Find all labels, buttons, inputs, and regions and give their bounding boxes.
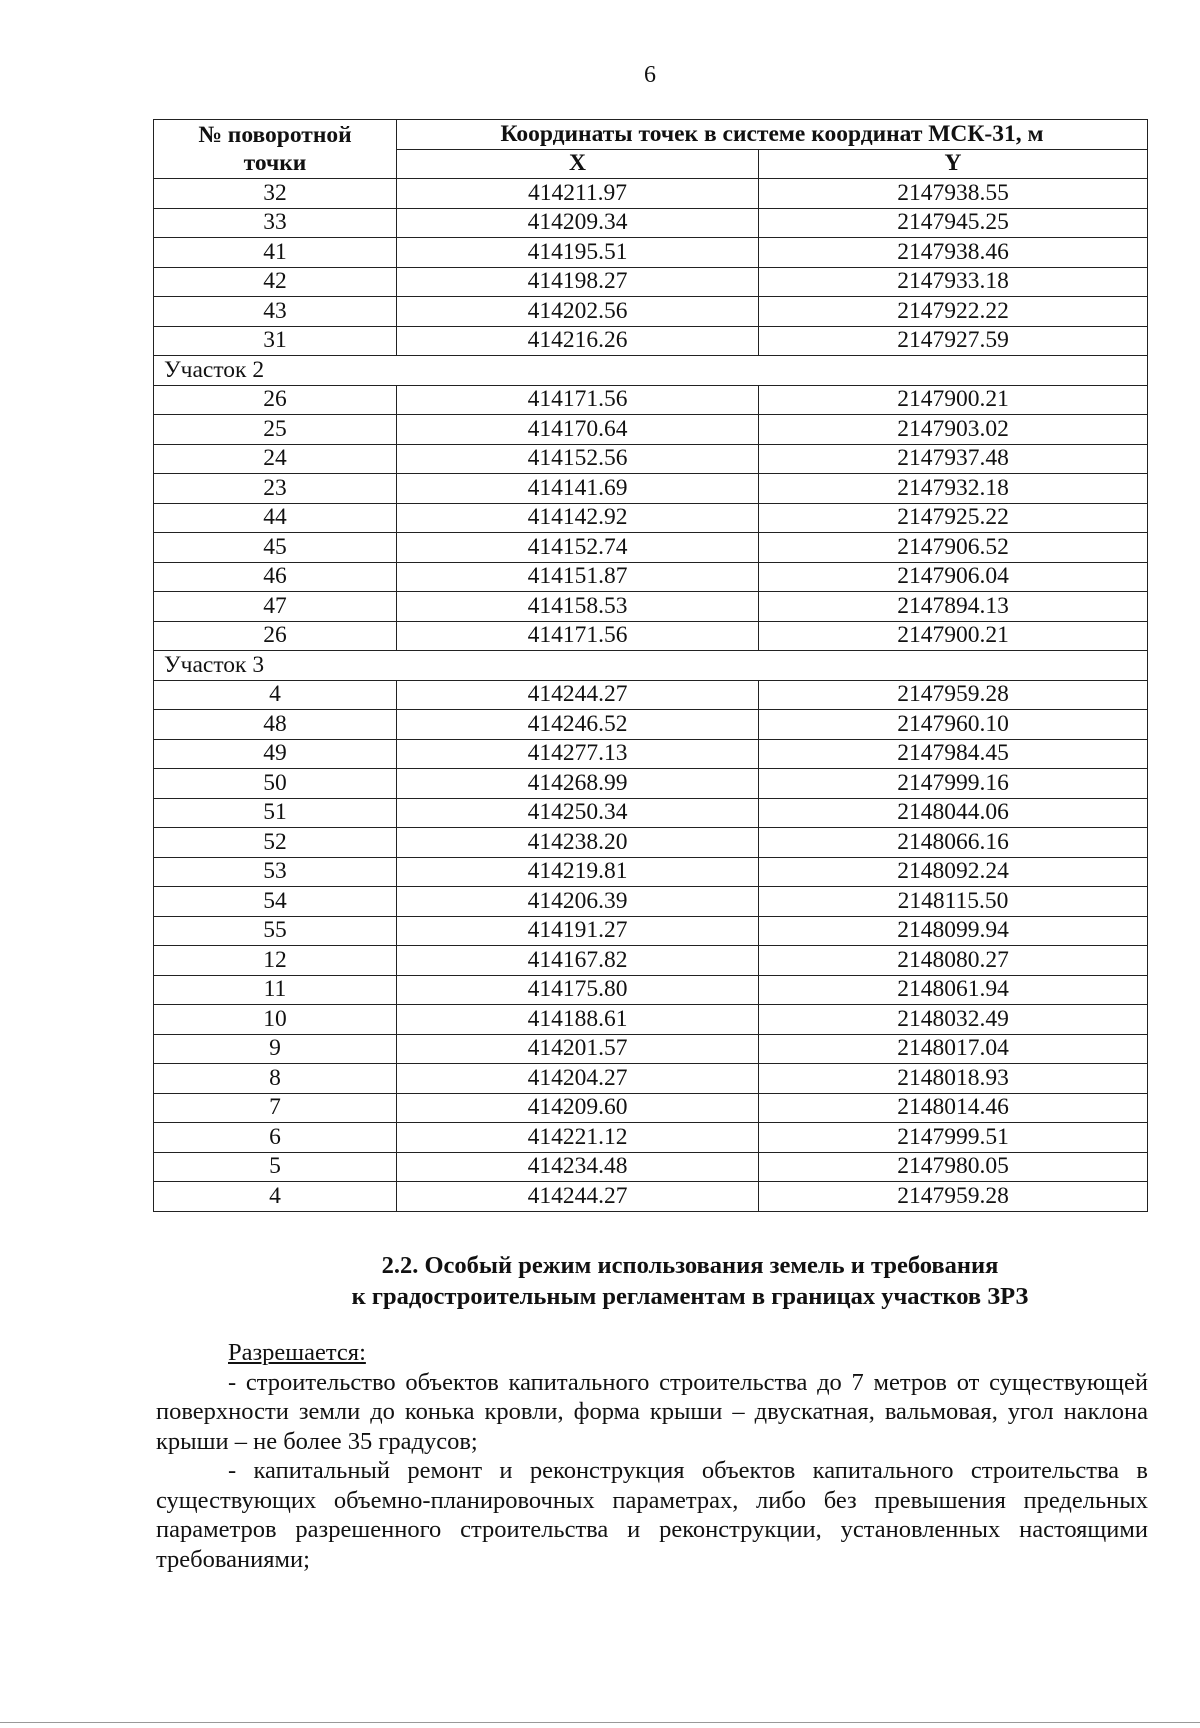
y-coordinate-cell: 2147980.05 (759, 1152, 1148, 1182)
y-coordinate-cell: 2148017.04 (759, 1034, 1148, 1064)
section-heading-line2: к градостроительным регламентам в границах участков ЗРЗ (351, 1283, 1029, 1310)
table-row (154, 1093, 1148, 1123)
x-coordinate-cell: 414204.27 (397, 1064, 759, 1094)
table-row (154, 828, 1148, 858)
table-row (154, 208, 1148, 238)
point-number-cell: 53 (154, 857, 397, 887)
y-coordinate-cell: 2147933.18 (759, 267, 1148, 297)
y-coordinate-cell: 2148032.49 (759, 1005, 1148, 1035)
point-number-cell: 51 (154, 798, 397, 828)
x-coordinate-cell: 414211.97 (397, 179, 759, 209)
table-row (154, 798, 1148, 828)
x-coordinate-cell: 414209.34 (397, 208, 759, 238)
table-row (154, 1034, 1148, 1064)
x-coordinate-cell: 414151.87 (397, 562, 759, 592)
table-row (154, 562, 1148, 592)
table-row (154, 415, 1148, 445)
y-coordinate-cell: 2147894.13 (759, 592, 1148, 622)
x-coordinate-cell: 414216.26 (397, 326, 759, 356)
section-heading (160, 1250, 1200, 1312)
table-row (154, 474, 1148, 504)
point-number-cell: 4 (154, 1182, 397, 1212)
scan-bottom-edge (0, 1722, 1200, 1723)
y-coordinate-cell: 2147927.59 (759, 326, 1148, 356)
x-coordinate-cell: 414221.12 (397, 1123, 759, 1153)
point-number-cell: 5 (154, 1152, 397, 1182)
table-row (154, 1152, 1148, 1182)
x-coordinate-cell: 414219.81 (397, 857, 759, 887)
table-row (154, 916, 1148, 946)
table-row (154, 769, 1148, 799)
y-coordinate-cell: 2148115.50 (759, 887, 1148, 917)
point-number-cell: 26 (154, 621, 397, 651)
y-coordinate-cell: 2148066.16 (759, 828, 1148, 858)
y-coordinate-cell: 2148014.46 (759, 1093, 1148, 1123)
y-coordinate-cell: 2148018.93 (759, 1064, 1148, 1094)
section-label: Участок 2 (154, 356, 1148, 386)
y-coordinate-cell: 2147938.46 (759, 238, 1148, 268)
x-coordinate-cell: 414141.69 (397, 474, 759, 504)
section-row (154, 651, 1148, 681)
point-number-header (154, 120, 397, 179)
table-row (154, 710, 1148, 740)
y-coordinate-cell: 2147999.51 (759, 1123, 1148, 1153)
point-number-cell: 42 (154, 267, 397, 297)
x-coordinate-cell: 414170.64 (397, 415, 759, 445)
table-row (154, 739, 1148, 769)
x-coordinate-cell: 414244.27 (397, 1182, 759, 1212)
x-coordinate-cell: 414198.27 (397, 267, 759, 297)
y-column-header: Y (759, 149, 1148, 179)
table-row (154, 297, 1148, 327)
point-number-cell: 47 (154, 592, 397, 622)
table-row (154, 857, 1148, 887)
point-number-cell: 33 (154, 208, 397, 238)
point-number-header-line1: № поворотной (198, 122, 352, 148)
y-coordinate-cell: 2147938.55 (759, 179, 1148, 209)
x-coordinate-cell: 414206.39 (397, 887, 759, 917)
x-column-header: X (397, 149, 759, 179)
y-coordinate-cell: 2147900.21 (759, 621, 1148, 651)
x-coordinate-cell: 414238.20 (397, 828, 759, 858)
x-coordinate-cell: 414167.82 (397, 946, 759, 976)
y-coordinate-cell: 2147960.10 (759, 710, 1148, 740)
table-row (154, 385, 1148, 415)
table-row (154, 1064, 1148, 1094)
x-coordinate-cell: 414195.51 (397, 238, 759, 268)
table-row (154, 1123, 1148, 1153)
y-coordinate-cell: 2147959.28 (759, 1182, 1148, 1212)
table-row (154, 1005, 1148, 1035)
y-coordinate-cell: 2147984.45 (759, 739, 1148, 769)
y-coordinate-cell: 2147903.02 (759, 415, 1148, 445)
point-number-cell: 24 (154, 444, 397, 474)
point-number-cell: 31 (154, 326, 397, 356)
x-coordinate-cell: 414158.53 (397, 592, 759, 622)
point-number-cell: 46 (154, 562, 397, 592)
point-number-cell: 8 (154, 1064, 397, 1094)
x-coordinate-cell: 414234.48 (397, 1152, 759, 1182)
y-coordinate-cell: 2147932.18 (759, 474, 1148, 504)
x-coordinate-cell: 414201.57 (397, 1034, 759, 1064)
x-coordinate-cell: 414250.34 (397, 798, 759, 828)
section-heading-line1: 2.2. Особый режим использования земель и требования (381, 1252, 999, 1279)
point-number-cell: 7 (154, 1093, 397, 1123)
body-paragraph-2: - капитальный ремонт и реконструкция объектов капитального строительства в существующих объемно-планировочных параметрах, либо без превышения предельных параметров разрешенного строительства и реконструкции, установленных настоящими требованиями; (156, 1457, 1148, 1573)
y-coordinate-cell: 2148092.24 (759, 857, 1148, 887)
x-coordinate-cell: 414152.74 (397, 533, 759, 563)
x-coordinate-cell: 414171.56 (397, 385, 759, 415)
x-coordinate-cell: 414202.56 (397, 297, 759, 327)
x-coordinate-cell: 414246.52 (397, 710, 759, 740)
table-body (154, 179, 1148, 1212)
point-number-cell: 9 (154, 1034, 397, 1064)
x-coordinate-cell: 414142.92 (397, 503, 759, 533)
point-number-cell: 48 (154, 710, 397, 740)
point-number-cell: 26 (154, 385, 397, 415)
table-row (154, 592, 1148, 622)
section-label: Участок 3 (154, 651, 1148, 681)
x-coordinate-cell: 414188.61 (397, 1005, 759, 1035)
point-number-cell: 41 (154, 238, 397, 268)
y-coordinate-cell: 2148044.06 (759, 798, 1148, 828)
point-number-cell: 11 (154, 975, 397, 1005)
point-number-cell: 6 (154, 1123, 397, 1153)
point-number-cell: 32 (154, 179, 397, 209)
point-number-cell: 10 (154, 1005, 397, 1035)
point-number-cell: 23 (154, 474, 397, 504)
y-coordinate-cell: 2147900.21 (759, 385, 1148, 415)
point-number-cell: 50 (154, 769, 397, 799)
y-coordinate-cell: 2148061.94 (759, 975, 1148, 1005)
table-row (154, 326, 1148, 356)
allowed-label-paragraph (156, 1338, 1148, 1368)
page-number: 6 (644, 62, 656, 88)
x-coordinate-cell: 414209.60 (397, 1093, 759, 1123)
x-coordinate-cell: 414244.27 (397, 680, 759, 710)
section-row (154, 356, 1148, 386)
x-coordinate-cell: 414152.56 (397, 444, 759, 474)
y-coordinate-cell: 2147922.22 (759, 297, 1148, 327)
table-row (154, 238, 1148, 268)
y-coordinate-cell: 2147999.16 (759, 769, 1148, 799)
point-number-cell: 55 (154, 916, 397, 946)
y-coordinate-cell: 2147906.52 (759, 533, 1148, 563)
point-number-cell: 25 (154, 415, 397, 445)
table-row (154, 503, 1148, 533)
y-coordinate-cell: 2148080.27 (759, 946, 1148, 976)
point-number-cell: 54 (154, 887, 397, 917)
table-row (154, 444, 1148, 474)
point-number-cell: 52 (154, 828, 397, 858)
table-row (154, 680, 1148, 710)
y-coordinate-cell: 2147906.04 (759, 562, 1148, 592)
coordinates-table (153, 119, 1148, 1212)
x-coordinate-cell: 414268.99 (397, 769, 759, 799)
x-coordinate-cell: 414175.80 (397, 975, 759, 1005)
table-row (154, 887, 1148, 917)
table-row (154, 946, 1148, 976)
y-coordinate-cell: 2147937.48 (759, 444, 1148, 474)
y-coordinate-cell: 2147925.22 (759, 503, 1148, 533)
x-coordinate-cell: 414191.27 (397, 916, 759, 946)
y-coordinate-cell: 2147945.25 (759, 208, 1148, 238)
x-coordinate-cell: 414171.56 (397, 621, 759, 651)
point-number-header-line2: точки (243, 150, 307, 176)
table-row (154, 975, 1148, 1005)
point-number-cell: 44 (154, 503, 397, 533)
point-number-cell: 4 (154, 680, 397, 710)
table-row (154, 179, 1148, 209)
table-row (154, 267, 1148, 297)
point-number-cell: 43 (154, 297, 397, 327)
body-text (156, 1338, 1148, 1574)
table-row (154, 1182, 1148, 1212)
x-coordinate-cell: 414277.13 (397, 739, 759, 769)
point-number-cell: 45 (154, 533, 397, 563)
point-number-cell: 49 (154, 739, 397, 769)
y-coordinate-cell: 2148099.94 (759, 916, 1148, 946)
point-number-cell: 12 (154, 946, 397, 976)
body-paragraph-1: - строительство объектов капитального строительства до 7 метров от существующей поверхности земли до конька кровли, форма крыши – двускатная, вальмовая, угол наклона крыши – не более 35 градусов; (156, 1368, 1148, 1455)
allowed-label: Разрешается: (228, 1339, 366, 1366)
table-row (154, 533, 1148, 563)
y-coordinate-cell: 2147959.28 (759, 680, 1148, 710)
coordinates-group-header: Координаты точек в системе координат МСК-31, м (397, 120, 1148, 150)
table-row (154, 621, 1148, 651)
